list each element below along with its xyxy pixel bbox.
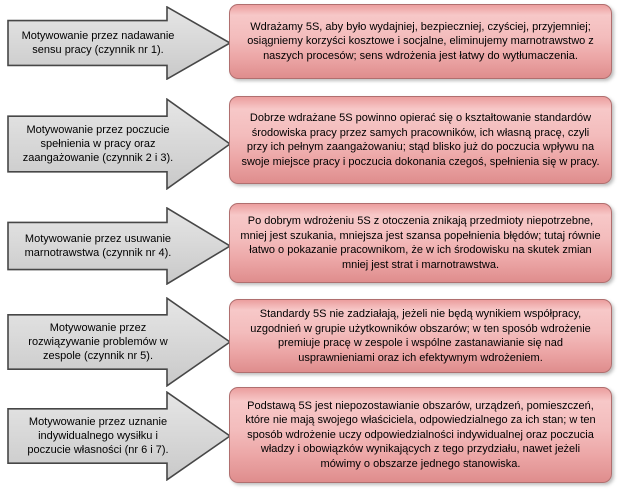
arrow-shape-1 bbox=[7, 6, 231, 80]
arrow-label-3: Motywowanie przez usuwanie marnotrawstwa (czynnik nr 4). bbox=[24, 233, 172, 259]
arrow-shape-2 bbox=[7, 98, 231, 190]
arrow-shape-3 bbox=[7, 207, 231, 285]
arrow-shape-5 bbox=[7, 391, 231, 481]
arrow-label-1: Motywowanie przez nadawanie sensu pracy (czynnik nr 1). bbox=[21, 30, 175, 56]
arrow-label-4: Motywowanie przez rozwiązywanie problemów w zespole (czynnik nr 5). bbox=[28, 322, 168, 362]
info-box-3: Po dobrym wdrożeniu 5S z otoczenia znikają przedmioty niepotrzebne, mniej jest szukania, mniejsza jest szansa popełnienia błędów; tutaj równie łatwo o pokazanie pracownikom, że w ich środowisku na skutek zmian mniej jest strat i marnotrawstwa. bbox=[229, 203, 612, 283]
info-box-1: Wdrażamy 5S, aby było wydajniej, bezpieczniej, czyściej, przyjemniej; osiągniemy korzyści kosztowe i socjalne, eliminujemy marnotrawstwo z naszych procesów; sens wdrożenia jest łatwy do wytłumaczenia. bbox=[229, 4, 612, 79]
info-box-4: Standardy 5S nie zadziałają, jeżeli nie będą wynikiem współpracy, uzgodnień w grupie użytkowników obszarów; w ten sposób wdrożenie premiuje pracę w zespole i wspólne zastanawianie się nad usprawnieniami oraz ich efektywnym wdrożeniem. bbox=[229, 299, 612, 373]
arrow-label-2: Motywowanie przez poczucie spełnienia w pracy oraz zaangażowanie (czynnik 2 i 3). bbox=[22, 124, 174, 164]
arrow-shape-4 bbox=[7, 297, 231, 387]
arrow-label-5: Motywowanie przez uznanie indywidualnego wysiłku i poczucie własności (nr 6 i 7). bbox=[27, 416, 169, 456]
info-box-5: Podstawą 5S jest niepozostawianie obszarów, urządzeń, pomieszczeń, które nie mają swojego właściciela, odpowiedzialnego za ich stan; w ten sposób wdrożenie uczy odpowiedzialności indywidualnej oraz poczucia władzy i obowiązków wynikających z tego przydziału, nawet jeżeli mówimy o obszarze jednego stanowiska. bbox=[229, 387, 612, 483]
info-box-2: Dobrze wdrażane 5S powinno opierać się o kształtowanie standardów środowiska pracy przez samych pracowników, ich własną pracę, czyli przy ich pełnym zaangażowaniu; stąd blisko już do poczucia wpływu na swoje miejsce pracy i poczucia dokonania czegoś, spełnienia się w pracy. bbox=[229, 96, 612, 184]
